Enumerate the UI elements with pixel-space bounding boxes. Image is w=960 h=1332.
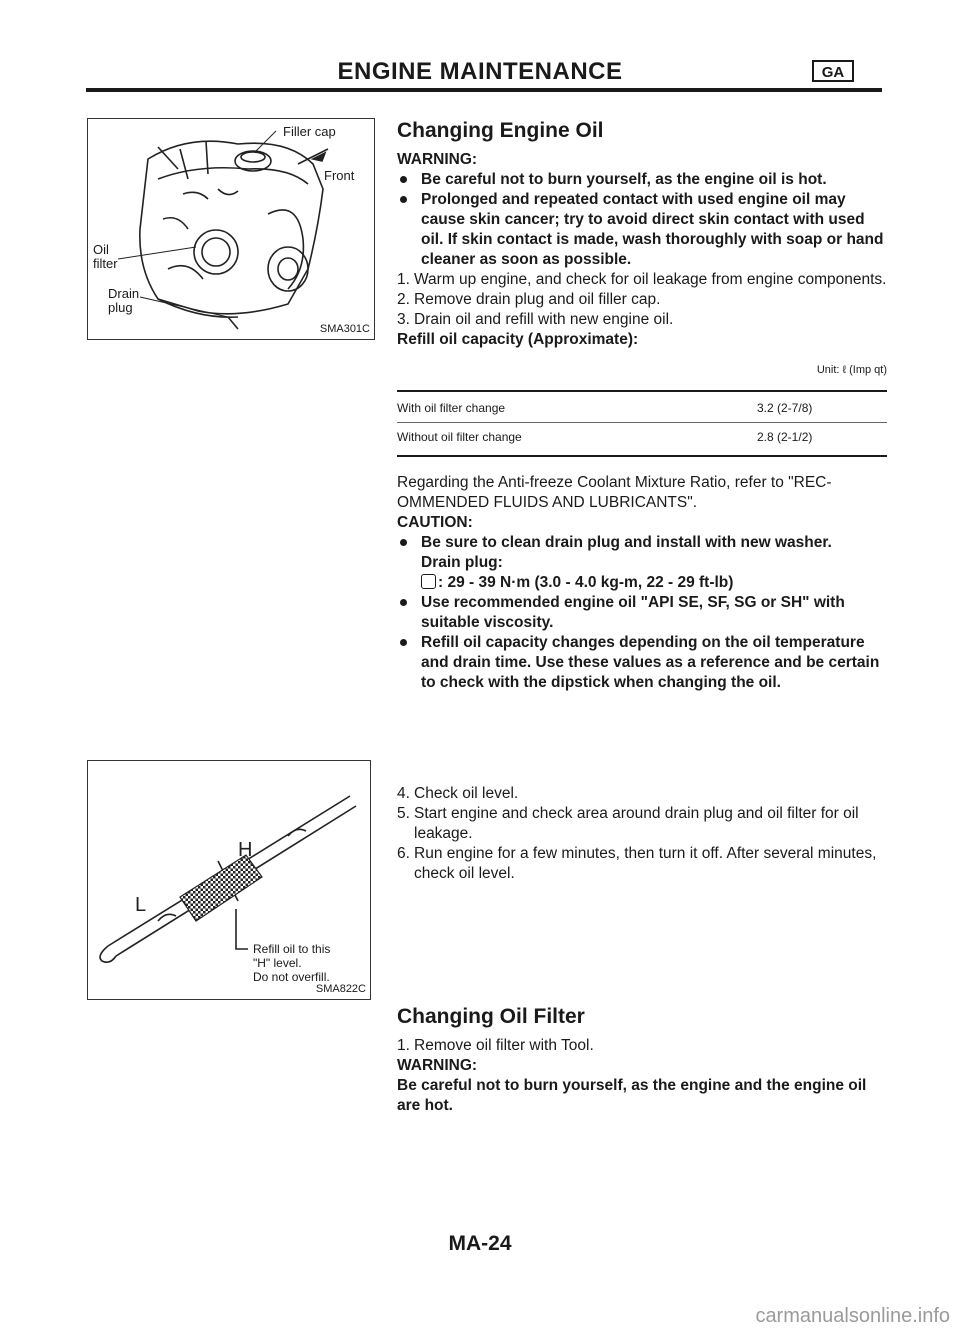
watermark: carmanualsonline.info bbox=[755, 1305, 950, 1327]
dipstick-h-mark: H bbox=[238, 839, 253, 861]
step-number: 6. bbox=[397, 845, 410, 862]
step-text: Check oil level. bbox=[414, 785, 519, 802]
figure-code: SMA301C bbox=[319, 323, 370, 335]
table-row bbox=[397, 391, 887, 423]
table-row bbox=[397, 423, 887, 457]
step-item bbox=[397, 1036, 887, 1056]
oil-label: Oil bbox=[93, 242, 109, 257]
dipstick-illustration bbox=[88, 761, 369, 998]
step-item bbox=[397, 844, 887, 884]
warning-item: Prolonged and repeated contact with used engine oil may cause skin cancer; try to avoid direct skin contact with used oil. If skin contact is made, wash thoroughly with soap or hand cleaner as soon as possible. bbox=[397, 190, 887, 270]
section-title: Changing Oil Filter bbox=[397, 1005, 585, 1028]
step-number: 2. bbox=[397, 291, 410, 308]
capacity-label: Refill oil capacity (Approximate): bbox=[397, 331, 639, 348]
filler-cap-label: Filler cap bbox=[283, 124, 336, 139]
warning-item: Be careful not to burn yourself, as the engine oil is hot. bbox=[397, 170, 887, 190]
dipstick-note-line3: Do not overfill. bbox=[253, 970, 330, 984]
warning-label: WARNING: bbox=[397, 151, 478, 168]
step-number: 3. bbox=[397, 311, 410, 328]
page-header-title: ENGINE MAINTENANCE bbox=[337, 58, 623, 85]
drain-plug-label: Drain plug: bbox=[421, 554, 503, 571]
step-text: Remove drain plug and oil filler cap. bbox=[414, 291, 661, 308]
dipstick-note-line2: "H" level. bbox=[253, 956, 302, 970]
section-title: Changing Engine Oil bbox=[397, 119, 604, 142]
coolant-note: Regarding the Anti-freeze Coolant Mixture Ratio, refer to "REC-OMMENDED FLUIDS AND LUBRICANTS". bbox=[397, 474, 832, 511]
step-number: 1. bbox=[397, 1037, 410, 1054]
figure-code: SMA822C bbox=[315, 983, 366, 995]
warning-text: Be careful not to burn yourself, as the engine and the engine oil are hot. bbox=[397, 1077, 867, 1114]
caution-label: CAUTION: bbox=[397, 514, 473, 531]
page-number: MA-24 bbox=[448, 1232, 512, 1255]
front-label: Front bbox=[324, 168, 355, 183]
drain-plug-torque bbox=[397, 573, 887, 593]
caution-item: Refill oil capacity changes depending on the oil temperature and drain time. Use these values as a reference and be certain to check with the dipstick when changing the oil. bbox=[397, 633, 887, 693]
capacity-unit: Unit: ℓ (Imp qt) bbox=[816, 364, 887, 376]
torque-wrench-icon bbox=[421, 574, 436, 589]
capacity-table bbox=[397, 390, 887, 457]
dipstick-l-mark: L bbox=[135, 894, 147, 916]
caution-item: Use recommended engine oil "API SE, SF, SG or SH" with suitable viscosity. bbox=[397, 593, 887, 633]
step-item bbox=[397, 784, 887, 804]
row-value: 3.2 (2-7/8) bbox=[757, 391, 887, 423]
step-number: 4. bbox=[397, 785, 410, 802]
section-changing-engine-oil bbox=[397, 118, 887, 693]
step-item bbox=[397, 270, 887, 290]
oil-level-steps bbox=[397, 784, 887, 884]
plug-label: plug bbox=[108, 300, 133, 315]
warning-label: WARNING: bbox=[397, 1057, 478, 1074]
section-badge: GA bbox=[812, 60, 854, 82]
dipstick-figure bbox=[87, 760, 371, 1000]
step-text: Warm up engine, and check for oil leakage from engine components. bbox=[414, 271, 887, 288]
step-text: Remove oil filter with Tool. bbox=[414, 1037, 594, 1054]
step-number: 5. bbox=[397, 805, 410, 822]
engine-figure bbox=[87, 118, 375, 340]
step-number: 1. bbox=[397, 271, 410, 288]
step-item bbox=[397, 310, 887, 330]
section-changing-oil-filter bbox=[397, 1004, 887, 1116]
step-text: Drain oil and refill with new engine oil. bbox=[414, 311, 674, 328]
header-rule bbox=[86, 88, 882, 92]
row-value: 2.8 (2-1/2) bbox=[757, 423, 887, 457]
caution-item: Be sure to clean drain plug and install with new washer. bbox=[397, 533, 887, 553]
step-item bbox=[397, 290, 887, 310]
drain-label: Drain bbox=[108, 286, 140, 301]
torque-value: : 29 - 39 N·m (3.0 - 4.0 kg-m, 22 - 29 ft-lb) bbox=[438, 574, 734, 591]
step-text: Run engine for a few minutes, then turn it off. After several minutes, check oil level. bbox=[414, 845, 877, 882]
row-label: With oil filter change bbox=[397, 391, 757, 423]
step-item bbox=[397, 804, 887, 844]
step-text: Start engine and check area around drain plug and oil filter for oil leakage. bbox=[414, 805, 859, 842]
filter-label: filter bbox=[93, 256, 118, 271]
row-label: Without oil filter change bbox=[397, 423, 757, 457]
dipstick-note-line1: Refill oil to this bbox=[253, 942, 331, 956]
